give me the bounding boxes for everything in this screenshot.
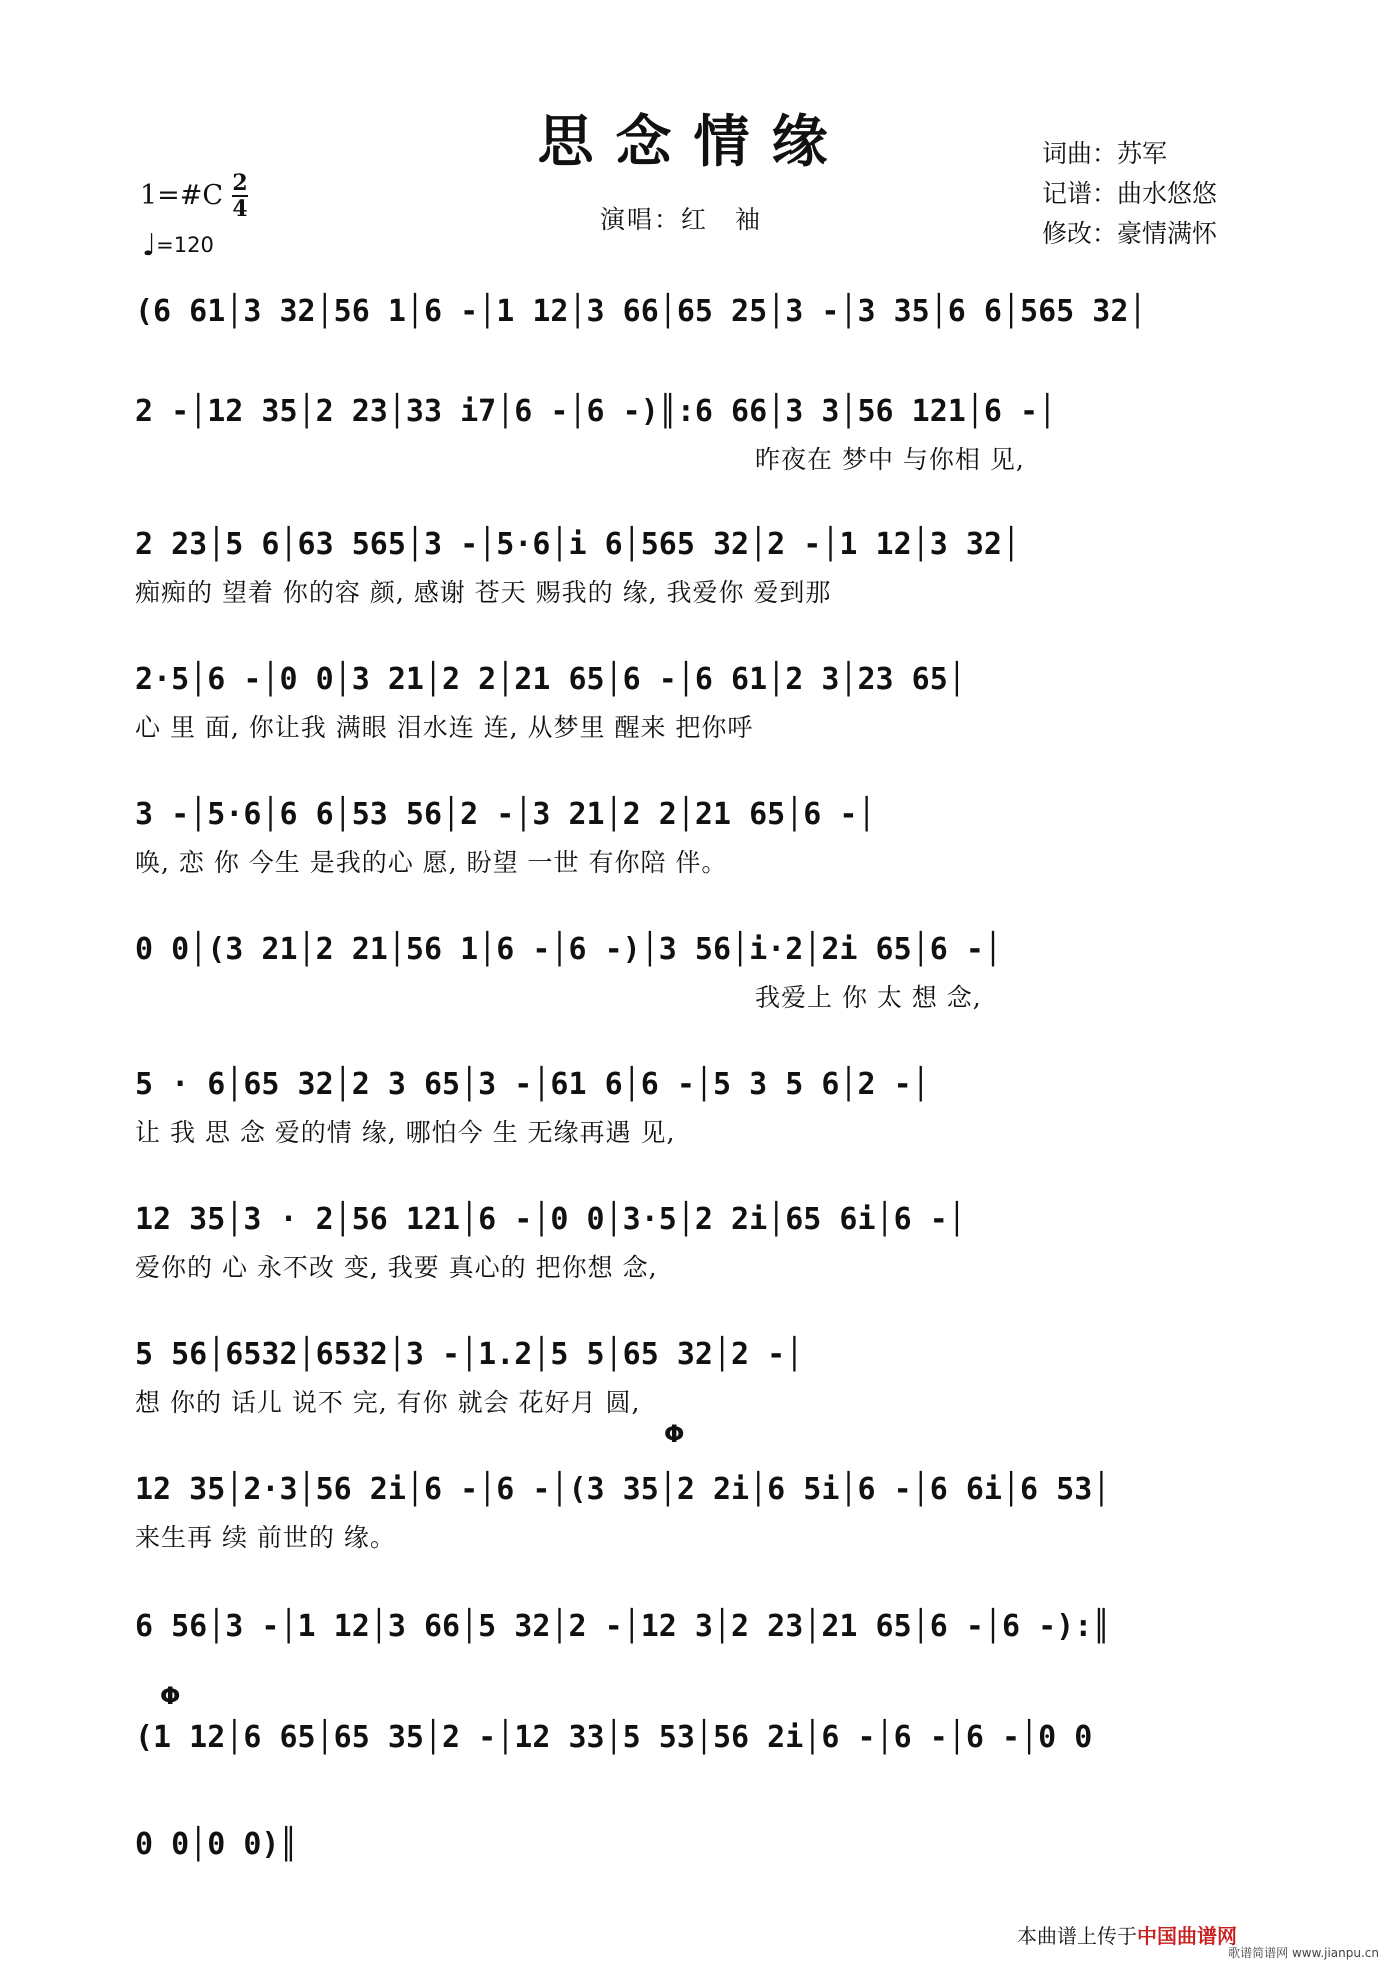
notes-line: 6 56│3 -│1 12│3 66│5 32│2 -│12 3│2 23│21 65│6 -│6 -):║ <box>135 1609 1111 1644</box>
footer-site: 歌谱简谱网 www.jianpu.cn <box>1228 1946 1379 1960</box>
lyrics-line: 昨夜在 梦中 与你相 见, <box>755 445 1025 474</box>
lyrics-line <box>135 340 1250 380</box>
key-signature: 1=#C <box>140 180 224 211</box>
score-system-9 <box>135 1325 1250 1423</box>
notes-line: 0 0│(3 21│2 21│56 1│6 -│6 -)│3 56│i·2│2i 65│6 -│ <box>135 932 1002 967</box>
notes-line: (1 12│6 65│65 35│2 -│12 33│5 53│56 2i│6 -│6 -│6 -│0 0 <box>135 1720 1093 1755</box>
coda-icon: Φ <box>160 1682 181 1710</box>
score-system-5 <box>135 785 1250 883</box>
lyrics-line: 唤, 恋 你 今生 是我的心 愿, 盼望 一世 有你陪 伴。 <box>135 848 728 877</box>
footer-uploader: 本曲谱上传于 <box>1017 1924 1137 1948</box>
notes-line: 2·5│6 -│0 0│3 21│2 2│21 65│6 -│6 61│2 3│23 65│ <box>135 662 966 697</box>
lyrics-line: 想 你的 话儿 说不 完, 有你 就会 花好月 圆, <box>135 1388 641 1417</box>
score-system-7 <box>135 1055 1250 1153</box>
credit-lyrics-music: 词曲：苏军 <box>1042 139 1168 168</box>
notes-line: 3 -│5·6│6 6│53 56│2 -│3 21│2 2│21 65│6 -│ <box>135 797 876 832</box>
notes-line: 5 · 6│65 32│2 3 65│3 -│61 6│6 -│5 3 5 6│2 -│ <box>135 1067 930 1102</box>
footer-watermark <box>1017 1920 1237 1949</box>
time-signature-bottom: 4 <box>232 196 248 222</box>
lyrics-line: 心 里 面, 你让我 满眼 泪水连 连, 从梦里 醒来 把你呼 <box>135 713 754 742</box>
lyrics-line: 让 我 思 念 爱的情 缘, 哪怕今 生 无缘再遇 见, <box>135 1118 676 1147</box>
time-signature <box>232 172 248 220</box>
notes-line: (6 61│3 32│56 1│6 -│1 12│3 66│65 25│3 -│3 35│6 6│565 32│ <box>135 294 1147 329</box>
tempo-value: =120 <box>156 233 214 257</box>
notes-line: 12 35│2·3│56 2i│6 -│6 -│(3 35│2 2i│6 5i│6 -│6 6i│6 53│ <box>135 1472 1111 1507</box>
score-system-11 <box>135 1597 1250 1657</box>
score-system-13 <box>135 1815 1250 1875</box>
notes-line: 2 -│12 35│2 23│33 i7│6 -│6 -)║:6 66│3 3│56 121│6 -│ <box>135 394 1057 429</box>
score-system-3 <box>135 515 1250 613</box>
singer: 演唱：红 袖 <box>600 205 763 234</box>
credit-notation: 记谱：曲水悠悠 <box>1042 179 1218 208</box>
score-system-8 <box>135 1190 1250 1288</box>
notes-line: 0 0│0 0)║ <box>135 1827 298 1862</box>
page-title: 思念情缘 <box>537 109 850 175</box>
notes-line: 12 35│3 · 2│56 121│6 -│0 0│3·5│2 2i│65 6i│6 -│ <box>135 1202 966 1237</box>
score-system-4 <box>135 650 1250 748</box>
quarter-note-icon: ♩ <box>142 228 157 263</box>
score-system-6 <box>135 920 1250 1018</box>
footer-brand: 中国曲谱网 <box>1137 1924 1237 1948</box>
lyrics-line: 爱你的 心 永不改 变, 我要 真心的 把你想 念, <box>135 1253 658 1282</box>
tempo-mark <box>142 228 214 263</box>
notes-line: 2 23│5 6│63 565│3 -│5·6│i 6│565 32│2 -│1 12│3 32│ <box>135 527 1021 562</box>
lyrics-line: 我爱上 你 太 想 念, <box>755 983 982 1012</box>
credits <box>1042 134 1217 254</box>
score-system-2 <box>135 382 1250 480</box>
time-signature-top: 2 <box>232 170 248 196</box>
score-system-10 <box>135 1460 1250 1558</box>
lyrics-line: 来生再 续 前世的 缘。 <box>135 1523 396 1552</box>
credit-revision: 修改：豪情满怀 <box>1042 219 1218 248</box>
lyrics-line: 痴痴的 望着 你的容 颜, 感谢 苍天 赐我的 缘, 我爱你 爱到那 <box>135 578 832 607</box>
coda-icon: Φ <box>664 1420 685 1448</box>
notes-line: 5 56│6532│6532│3 -│1.2│5 5│65 32│2 -│ <box>135 1337 804 1372</box>
score-system-1 <box>135 282 1250 380</box>
score-system-12 <box>135 1708 1250 1768</box>
